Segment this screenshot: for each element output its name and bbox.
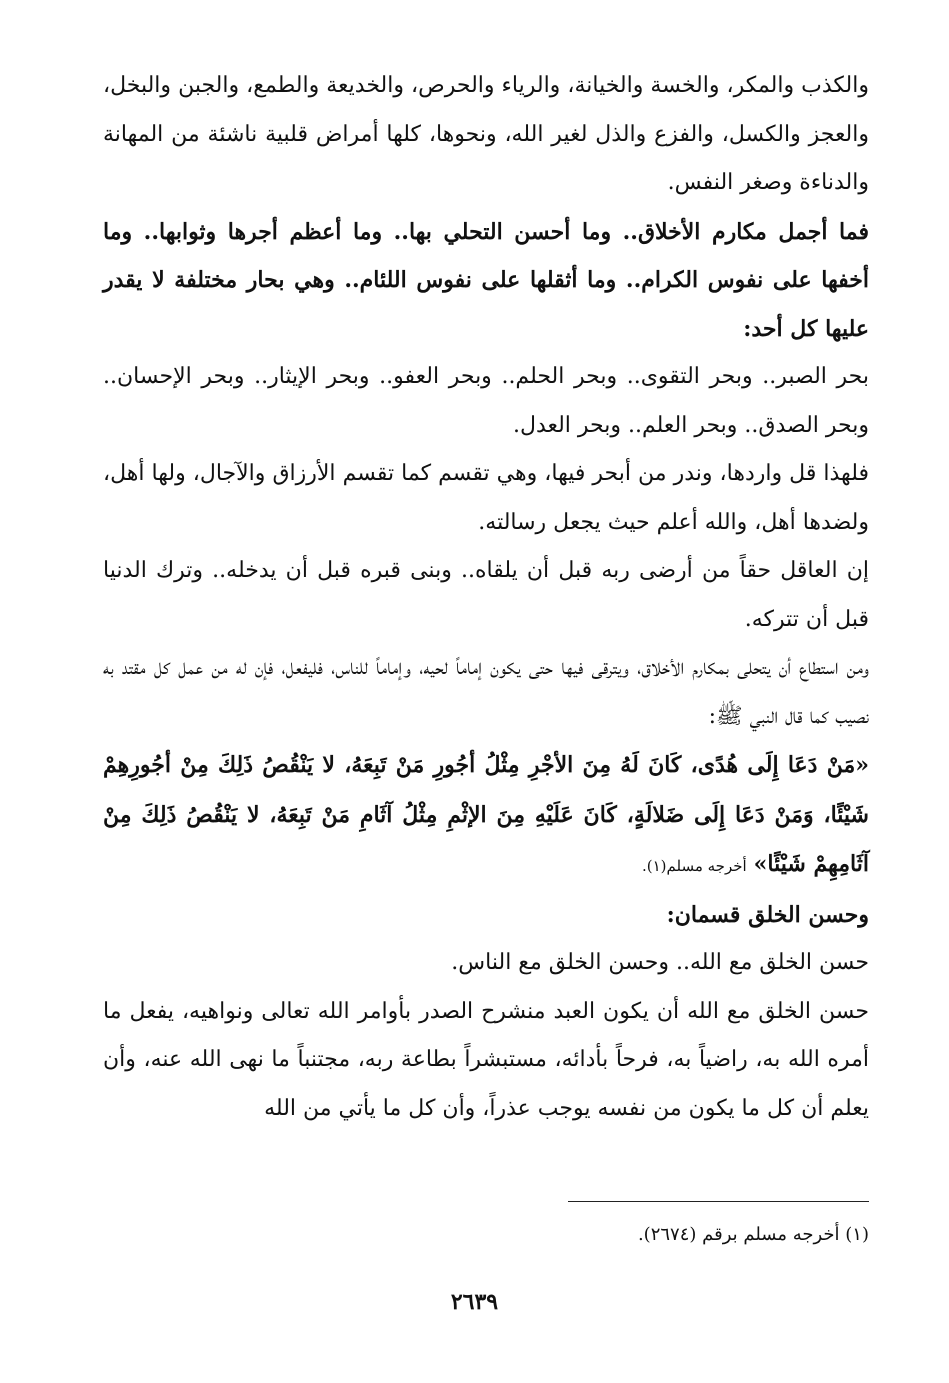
page-number: ٢٦٣٩: [450, 1289, 499, 1315]
paragraph-wise-person: إن العاقل حقاً من أرضى ربه قبل أن يلقاه.. وبنى قبره قبل أن يدخله.. وترك الدنيا قبل أن تتركه.: [103, 558, 869, 632]
hadith-text: «مَنْ دَعَا إِلَى هُدًى، كَانَ لَهُ مِنَ الأجْرِ مِثْلُ أجُورِ مَنْ تَبِعَهُ، لا يَنْقُصُ ذَلِكَ مِنْ أجُورِهِمْ شَيْئًا، وَمَنْ دَعَا إِلَى ضَلالَةٍ، كَانَ عَلَيْهِ مِنَ الإثْمِ مِثْلُ آثَامِ مَنْ تَبِعَهُ، لا يَنْقُصُ ذَلِكَ مِنْ آثَامِهِمْ شَيْئًا»: [103, 752, 869, 877]
paragraph-two-types: حسن الخلق مع الله.. وحسن الخلق مع الناس.: [451, 950, 869, 975]
footnote-separator: [568, 1201, 869, 1202]
section-heading: وحسن الخلق قسمان:: [666, 901, 869, 928]
paragraph-vices: والكذب والمكر، والخسة والخيانة، والرياء والحرص، والخديعة والطمع، والجبن والبخل، والعجز والكسل، والفزع والذل لغير الله، ونحوها، كلها أمراض قلبية ناشئة من المهانة والدناءة وصغر النفس.: [103, 73, 869, 195]
paragraph-with-god: حسن الخلق مع الله أن يكون العبد منشرح الصدر بأوامر الله تعالى ونواهيه، يفعل ما أمره الله به، راضياً به، فرحاً بأدائه، مستبشراً بطاعة ربه، مجتنباً ما نهى الله عنه، وأن يعلم أن كل ما يكون من نفسه يوجب عذراً، وأن كل ما يأتي من الله: [103, 998, 869, 1121]
paragraph-seas: بحر الصبر.. وبحر التقوى.. وبحر الحلم.. وبحر العفو.. وبحر الإيثار.. وبحر الإحسان.. وبحر الصدق.. وبحر العلم.. وبحر العدل.: [103, 364, 869, 438]
hadith-source: أخرجه مسلم(١).: [641, 857, 747, 875]
footnote: (١) أخرجه مسلم برقم (٢٦٧٤).: [637, 1224, 869, 1245]
paragraph-few-reach: فلهذا قل واردها، وندر من أبحر فيها، وهي تقسم كما تقسم الأرزاق والآجال، ولها أهل، ولضدها أهل، والله أعلم حيث يجعل رسالته.: [103, 461, 869, 535]
paragraph-noble-morals: فما أجمل مكارم الأخلاق.. وما أحسن التحلي بها.. وما أعظم أجرها وثوابها.. وما أخفها على نفوس الكرام.. وما أثقلها على نفوس اللئام.. وهي بحار مختلفة لا يقدر عليها كل أحد:: [103, 218, 869, 342]
main-text: [103, 62, 869, 1133]
paragraph-hadith: [103, 741, 869, 891]
paragraph-leadership: ومن استطاع أن يتحلى بمكارم الأخلاق، ويترقى فيها حتى يكون إماماً لحيه، وإماماً للناس، فليفعل، فإن له من عمل كل مقتد به نصيب كما قال النبي ﷺ:: [103, 655, 869, 729]
